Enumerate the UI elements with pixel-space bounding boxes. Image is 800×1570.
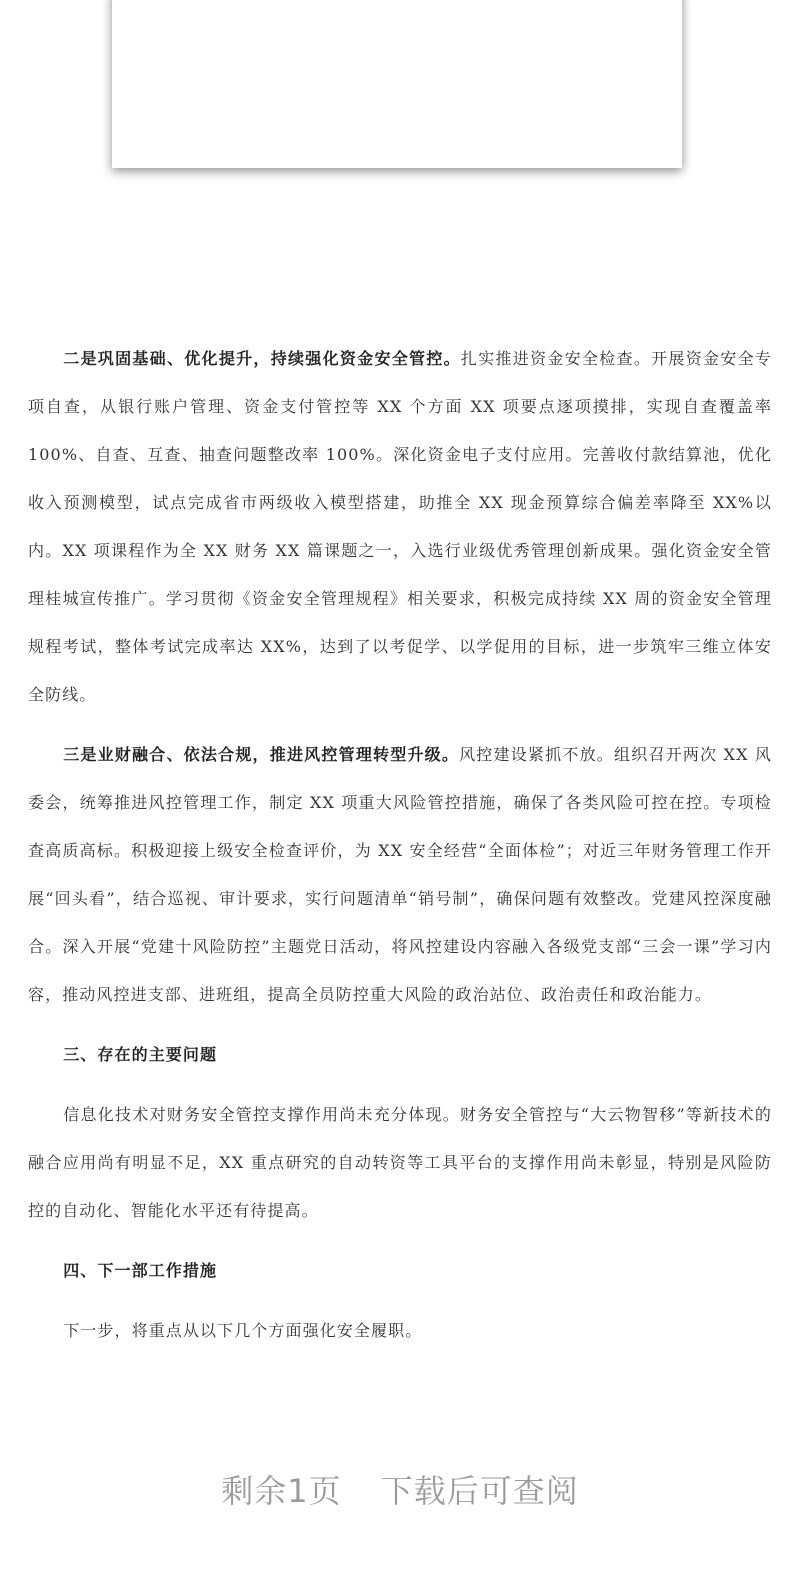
paragraph-lead: 二是巩固基础、优化提升，持续强化资金安全管控。 xyxy=(63,349,461,368)
paragraph-next-steps: 下一步，将重点从以下几个方面强化安全履职。 xyxy=(63,1321,423,1340)
previous-page-preview xyxy=(112,0,682,168)
download-hint-label: 下载后可查阅 xyxy=(380,1472,579,1510)
paragraph-text: 风控建设紧抓不放。组织召开两次 XX 风委会，统筹推进风控管理工作，制定 XX 项重大风险管控措施，确保了各类风险可控在控。专项检查高质高标。积极迎接上级安全检查评价，为 XX 安全经营“全面体检”；对近三年财务管理工作开展“回头看”，结合巡视、审计要求，实行问题清单“销号制”，确保问题有效整改。党建风控深度融合。深入开展“党建十风险防控”主题党日活动，将风控建设内容融入各级党支部“三会一课”学习内容，推动风控进支部、进班组，提高全员防控重大风险的政治站位、政治责任和政治能力。 xyxy=(28,745,772,1004)
remaining-pages-label: 剩余1页 xyxy=(221,1472,342,1510)
section-heading-problems: 三、存在的主要问题 xyxy=(63,1045,218,1064)
paragraph-text: 扎实推进资金安全检查。开展资金安全专项自查，从银行账户管理、资金支付管控等 XX 个方面 XX 项要点逐项摸排，实现自查覆盖率 100%、自查、互查、抽查问题整改率 100%。深化资金电子支付应用。完善收付款结算池，优化收入预测模型，试点完成省市两级收入模型搭建，助推全 XX 现金预算综合偏差率降至 XX%以内。XX 项课程作为全 XX 财务 XX 篇课题之一，入选行业级优秀管理创新成果。强化资金安全管理桂城宣传推广。学习贯彻《资金安全管理规程》相关要求，积极完成持续 XX 周的资金安全管理规程考试，整体考试完成率达 XX%，达到了以考促学、以学促用的目标，进一步筑牢三维立体安全防线。 xyxy=(28,349,772,704)
document-body xyxy=(28,335,772,1355)
paragraph-risk-control xyxy=(28,731,772,1019)
section-heading-next-steps: 四、下一部工作措施 xyxy=(63,1261,218,1280)
paragraph-lead: 三是业财融合、依法合规，推进风控管理转型升级。 xyxy=(63,745,460,764)
paragraph-capital-safety xyxy=(28,335,772,719)
download-prompt[interactable] xyxy=(0,1466,800,1512)
paragraph-problems: 信息化技术对财务安全管控支撑作用尚未充分体现。财务安全管控与“大云物智移”等新技术的融合应用尚有明显不足，XX 重点研究的自动转资等工具平台的支撑作用尚未彰显，特别是风险防控的自动化、智能化水平还有待提高。 xyxy=(28,1105,772,1220)
